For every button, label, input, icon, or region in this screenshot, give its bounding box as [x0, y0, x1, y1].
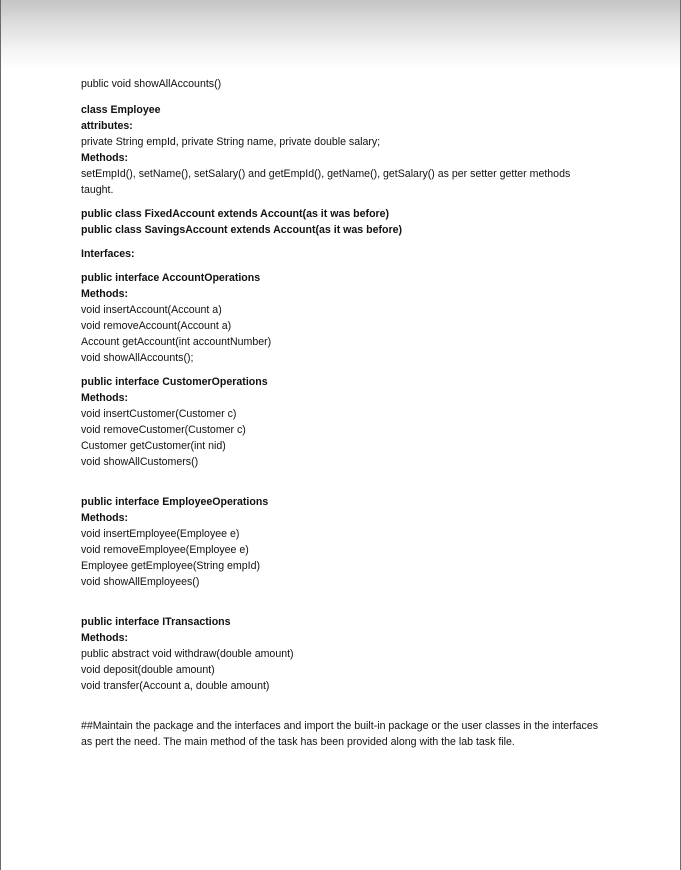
- itransactions-title: public interface ITransactions: [81, 616, 231, 628]
- page-top-shadow: [1, 0, 680, 70]
- method-line: void transfer(Account a, double amount): [81, 680, 270, 692]
- intro-line: public void showAllAccounts(): [81, 78, 222, 90]
- method-line: void removeCustomer(Customer c): [81, 424, 246, 436]
- employee-methods-text: setEmpId(), setName(), setSalary() and getEmpId(), getName(), getSalary() as per setter getter methods taught.: [81, 168, 571, 196]
- employee-class-section: [81, 102, 601, 198]
- method-line: void showAllEmployees(): [81, 576, 200, 588]
- interfaces-heading: Interfaces:: [81, 248, 135, 260]
- method-line: Employee getEmployee(String empId): [81, 560, 261, 572]
- customer-operations-title: public interface CustomerOperations: [81, 376, 268, 388]
- method-line: public abstract void withdraw(double amount): [81, 648, 294, 660]
- method-line: void insertAccount(Account a): [81, 304, 222, 316]
- method-line: Account getAccount(int accountNumber): [81, 336, 272, 348]
- method-line: void showAllCustomers(): [81, 456, 199, 468]
- method-line: void removeAccount(Account a): [81, 320, 232, 332]
- itransactions-methods-label: Methods:: [81, 632, 129, 644]
- account-operations-section: [81, 270, 601, 366]
- itransactions-section: [81, 614, 601, 694]
- method-line: void insertCustomer(Customer c): [81, 408, 237, 420]
- method-line: Customer getCustomer(int nid): [81, 440, 226, 452]
- employee-attributes-label: attributes:: [81, 120, 133, 132]
- account-operations-methods-label: Methods:: [81, 288, 129, 300]
- fixed-account-class: public class FixedAccount extends Account(as it was before): [81, 208, 390, 220]
- method-line: void showAllAccounts();: [81, 352, 194, 364]
- employee-methods-label: Methods:: [81, 152, 129, 164]
- method-line: void removeEmployee(Employee e): [81, 544, 249, 556]
- employee-operations-title: public interface EmployeeOperations: [81, 496, 269, 508]
- customer-operations-methods-label: Methods:: [81, 392, 129, 404]
- employee-attributes: private String empId, private String name, private double salary;: [81, 136, 381, 148]
- document-content: [81, 76, 601, 750]
- savings-account-class: public class SavingsAccount extends Account(as it was before): [81, 224, 403, 236]
- maintenance-note: ##Maintain the package and the interfaces and import the built-in package or the user classes in the interfaces as pert the need. The main method of the task has been provided along with the lab task file.: [81, 720, 599, 748]
- customer-operations-section: [81, 374, 601, 470]
- account-operations-title: public interface AccountOperations: [81, 272, 261, 284]
- method-line: void insertEmployee(Employee e): [81, 528, 240, 540]
- method-line: void deposit(double amount): [81, 664, 215, 676]
- employee-operations-section: [81, 494, 601, 590]
- employee-operations-methods-label: Methods:: [81, 512, 129, 524]
- employee-class-title: class Employee: [81, 104, 161, 116]
